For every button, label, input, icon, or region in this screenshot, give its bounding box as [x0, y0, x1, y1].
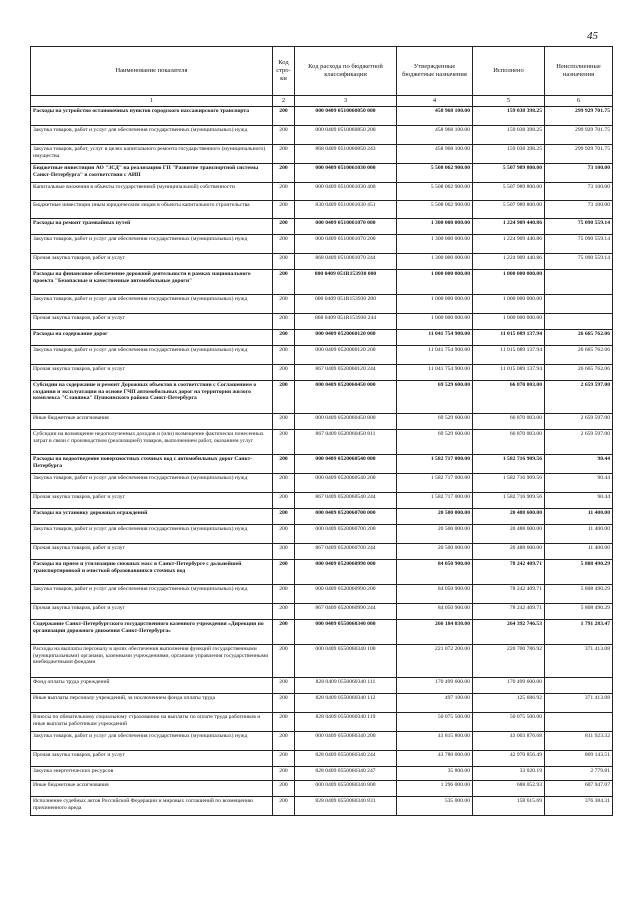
page-number: 45 — [587, 30, 598, 42]
indicator-name-cell: Закупка энергетических ресурсов — [31, 767, 273, 781]
table-row — [31, 219, 613, 235]
table-row — [31, 455, 613, 474]
line-code-cell: 200 — [273, 164, 295, 183]
indicator-name-cell: Закупка товаров, работ, услуг в целях капитального ремонта государственного (муниципального) имущества — [31, 145, 273, 164]
budget-code-cell: 000 0409 051R153930 000 — [295, 270, 397, 295]
column-number: 1 — [31, 96, 273, 107]
indicator-name-cell: Расходы на содержание дорог — [31, 330, 273, 346]
executed-cell: 1 000 000 000.00 — [473, 314, 545, 330]
table-row — [31, 107, 613, 126]
header-executed: Исполнено — [473, 47, 545, 96]
approved-cell: 458 968 100.00 — [397, 145, 473, 164]
remaining-cell: 299 929 701.75 — [545, 145, 613, 164]
header-approved: Утвержденные бюджетные назначения — [397, 47, 473, 96]
executed-cell: 170 499 600.00 — [473, 678, 545, 694]
indicator-name-cell: Расходы на финансовое обеспечение дорожной деятельности в рамках национального проекта "Безопасные и качественные автомобильные дороги" — [31, 270, 273, 295]
indicator-name-cell: Субсидии на содержание и ремонт Дорожных объектов в соответствии с Соглашением о создании и эксплуатации на основе ГЧП автомобильных дорог на территории жилого комплекса "Славянка" Пушкинского района Санкт-Петербурга — [31, 381, 273, 414]
remaining-cell: 73 100.00 — [545, 183, 613, 201]
budget-execution-table — [30, 46, 613, 816]
executed-cell: 1 224 909 440.86 — [473, 254, 545, 270]
budget-code-cell: 000 0409 051R153930 200 — [295, 295, 397, 314]
indicator-name-cell: Расходы на водоотведение поверхностных сточных вод с автомобильных дорог Санкт-Петербурга — [31, 455, 273, 474]
indicator-name-cell: Закупка товаров, работ и услуг для обеспечения государственных (муниципальных) нужд — [31, 346, 273, 365]
approved-cell: 535 000.00 — [397, 797, 473, 816]
indicator-name-cell: Расходы на ремонт трамвайных путей — [31, 219, 273, 235]
table-row — [31, 235, 613, 254]
approved-cell: 84 050 900.00 — [397, 604, 473, 620]
table-row — [31, 381, 613, 414]
line-code-cell: 200 — [273, 525, 295, 544]
line-code-cell: 200 — [273, 126, 295, 145]
indicator-name-cell: Иные бюджетные ассигнования — [31, 414, 273, 430]
approved-cell: 84 050 900.00 — [397, 560, 473, 585]
approved-cell: 35 800.00 — [397, 767, 473, 781]
remaining-cell: 26 665 762.06 — [545, 330, 613, 346]
approved-cell: 1 000 000 000.00 — [397, 270, 473, 295]
line-code-cell: 200 — [273, 219, 295, 235]
indicator-name-cell: Прочая закупка товаров, работ и услуг — [31, 365, 273, 381]
executed-cell: 20 488 600.00 — [473, 544, 545, 560]
indicator-name-cell: Субсидии на возмещение недополученных доходов и (или) возмещение фактически понесенных затрат в связи с производством (реализацией) товаров, выполнением работ, оказанием услуг — [31, 430, 273, 455]
table-row — [31, 620, 613, 645]
indicator-name-cell: Закупка товаров, работ и услуг для обеспечения государственных (муниципальных) нужд — [31, 732, 273, 751]
remaining-cell: 811 923.32 — [545, 732, 613, 751]
table-row — [31, 145, 613, 164]
approved-cell: 20 500 000.00 — [397, 544, 473, 560]
table-header-row — [31, 47, 613, 96]
approved-cell: 69 529 600.00 — [397, 430, 473, 455]
indicator-name-cell: Закупка товаров, работ и услуг для обеспечения государственных (муниципальных) нужд — [31, 585, 273, 604]
line-code-cell: 200 — [273, 645, 295, 678]
approved-cell: 1 300 000 000.00 — [397, 219, 473, 235]
line-code-cell: 200 — [273, 474, 295, 493]
table-row — [31, 694, 613, 713]
approved-cell: 84 050 900.00 — [397, 585, 473, 604]
budget-code-cell: 000 0409 0520060540 000 — [295, 455, 397, 474]
budget-code-cell: 830 0409 0510061030 451 — [295, 201, 397, 219]
executed-cell: 1 224 909 440.86 — [473, 235, 545, 254]
remaining-cell: 5 808 490.29 — [545, 604, 613, 620]
remaining-cell — [545, 295, 613, 314]
budget-code-cell: 868 0409 0510060850 243 — [295, 145, 397, 164]
indicator-name-cell: Закупка товаров, работ и услуг для обеспечения государственных (муниципальных) нужд — [31, 126, 273, 145]
remaining-cell — [545, 314, 613, 330]
table-row — [31, 678, 613, 694]
remaining-cell: 11 400.00 — [545, 509, 613, 525]
header-indicator-name: Наименование показателя — [31, 47, 273, 96]
budget-code-cell: 000 0409 0550060340 000 — [295, 620, 397, 645]
remaining-cell: 11 400.00 — [545, 525, 613, 544]
budget-code-cell: 000 0409 0520060990 200 — [295, 585, 397, 604]
budget-code-cell: 828 0409 0550060340 112 — [295, 694, 397, 713]
line-code-cell: 200 — [273, 270, 295, 295]
table-row — [31, 430, 613, 455]
budget-code-cell: 000 0409 0550060340 200 — [295, 732, 397, 751]
table-row — [31, 560, 613, 585]
approved-cell: 1 300 000 000.00 — [397, 254, 473, 270]
budget-code-cell: 000 0409 0520060700 000 — [295, 509, 397, 525]
approved-cell: 1 582 717 000.00 — [397, 493, 473, 509]
remaining-cell: 75 090 559.14 — [545, 219, 613, 235]
executed-cell: 158 615.69 — [473, 797, 545, 816]
indicator-name-cell: Прочая закупка товаров, работ и услуг — [31, 493, 273, 509]
approved-cell: 458 968 100.00 — [397, 126, 473, 145]
executed-cell: 264 392 746.53 — [473, 620, 545, 645]
remaining-cell: 2 779.81 — [545, 767, 613, 781]
indicator-name-cell: Закупка товаров, работ и услуг для обеспечения государственных (муниципальных) нужд — [31, 235, 273, 254]
table-row — [31, 751, 613, 767]
approved-cell: 170 499 600.00 — [397, 678, 473, 694]
line-code-cell: 200 — [273, 414, 295, 430]
remaining-cell: 26 665 762.06 — [545, 346, 613, 365]
budget-code-cell: 000 0409 0520060540 200 — [295, 474, 397, 493]
table-body — [31, 107, 613, 816]
remaining-cell: 73 100.00 — [545, 164, 613, 183]
indicator-name-cell: Бюджетные инвестиции иным юридическим лицам в объекты капитального строительства — [31, 201, 273, 219]
table-row — [31, 732, 613, 751]
budget-code-cell: 000 0409 0550060340 100 — [295, 645, 397, 678]
remaining-cell: 26 665 762.06 — [545, 365, 613, 381]
table-row — [31, 126, 613, 145]
executed-cell: 33 020.19 — [473, 767, 545, 781]
budget-code-cell: 000 0409 0520060450 800 — [295, 414, 397, 430]
budget-code-cell: 000 0409 0520060990 000 — [295, 560, 397, 585]
line-code-cell: 200 — [273, 751, 295, 767]
remaining-cell: 2 659 597.00 — [545, 414, 613, 430]
indicator-name-cell: Прочая закупка товаров, работ и услуг — [31, 254, 273, 270]
approved-cell: 1 582 717 000.00 — [397, 474, 473, 493]
line-code-cell: 200 — [273, 781, 295, 797]
line-code-cell: 200 — [273, 107, 295, 126]
executed-cell: 688 052.93 — [473, 781, 545, 797]
table-row — [31, 781, 613, 797]
budget-code-cell: 000 0409 0520060120 000 — [295, 330, 397, 346]
executed-cell: 220 700 786.92 — [473, 645, 545, 678]
table-row — [31, 585, 613, 604]
table-row — [31, 270, 613, 295]
approved-cell: 5 508 062 900.00 — [397, 201, 473, 219]
executed-cell: 66 870 003.00 — [473, 414, 545, 430]
budget-code-cell: 000 0409 0520060450 000 — [295, 381, 397, 414]
line-code-cell: 200 — [273, 713, 295, 732]
indicator-name-cell: Расходы на прием и утилизацию снежных масс в Санкт-Петербурге с дальнейшей транспортировкой и очисткой образовавшихся сточных вод — [31, 560, 273, 585]
header-remaining: Неисполненные назначения — [545, 47, 613, 96]
line-code-cell: 200 — [273, 585, 295, 604]
approved-cell: 1 000 000 000.00 — [397, 314, 473, 330]
indicator-name-cell: Расходы на выплаты персоналу в целях обеспечения выполнения функций государственными (муниципальными) органами, казенными учреждениями, органами управления государственными внебюджетными фондами — [31, 645, 273, 678]
line-code-cell: 200 — [273, 201, 295, 219]
remaining-cell: 376 384.31 — [545, 797, 613, 816]
remaining-cell: 73 100.00 — [545, 201, 613, 219]
budget-code-cell: 000 0409 0520060700 200 — [295, 525, 397, 544]
remaining-cell: 2 659 597.00 — [545, 381, 613, 414]
budget-code-cell: 000 0409 0510061070 000 — [295, 219, 397, 235]
remaining-cell — [545, 678, 613, 694]
executed-cell: 78 242 409.71 — [473, 560, 545, 585]
line-code-cell: 200 — [273, 493, 295, 509]
table-row — [31, 346, 613, 365]
approved-cell: 69 529 600.00 — [397, 381, 473, 414]
executed-cell: 66 870 003.00 — [473, 430, 545, 455]
budget-code-cell: 867 0409 0520060450 811 — [295, 430, 397, 455]
table-row — [31, 314, 613, 330]
table-row — [31, 365, 613, 381]
budget-code-cell: 828 0409 0550060340 831 — [295, 797, 397, 816]
indicator-name-cell: Закупка товаров, работ и услуг для обеспечения государственных (муниципальных) нужд — [31, 525, 273, 544]
remaining-cell: 90.44 — [545, 493, 613, 509]
indicator-name-cell: Прочая закупка товаров, работ и услуг — [31, 544, 273, 560]
budget-code-cell: 000 0409 0510061030 000 — [295, 164, 397, 183]
table-row — [31, 767, 613, 781]
approved-cell: 69 529 600.00 — [397, 414, 473, 430]
approved-cell: 11 041 754 900.00 — [397, 365, 473, 381]
indicator-name-cell: Капитальные вложения в объекты государственной (муниципальной) собственности — [31, 183, 273, 201]
executed-cell: 1 000 000 000.00 — [473, 270, 545, 295]
executed-cell: 159 038 398.25 — [473, 126, 545, 145]
budget-code-cell: 000 0409 0550060340 800 — [295, 781, 397, 797]
line-code-cell: 200 — [273, 560, 295, 585]
executed-cell: 5 507 989 800.00 — [473, 164, 545, 183]
remaining-cell: 5 808 490.29 — [545, 560, 613, 585]
line-code-cell: 200 — [273, 620, 295, 645]
table-row — [31, 525, 613, 544]
executed-cell: 1 582 716 909.56 — [473, 455, 545, 474]
approved-cell: 43 780 000.00 — [397, 751, 473, 767]
executed-cell: 11 015 089 137.94 — [473, 365, 545, 381]
table-row — [31, 474, 613, 493]
remaining-cell: 371 413.08 — [545, 694, 613, 713]
line-code-cell: 200 — [273, 145, 295, 164]
line-code-cell: 200 — [273, 732, 295, 751]
budget-code-cell: 867 0409 0520060120 244 — [295, 365, 397, 381]
remaining-cell: 90.44 — [545, 455, 613, 474]
approved-cell: 1 000 000 000.00 — [397, 295, 473, 314]
remaining-cell: 1 791 283.47 — [545, 620, 613, 645]
indicator-name-cell: Исполнение судебных актов Российской Федерации и мировых соглашений по возмещению причиненного вреда — [31, 797, 273, 816]
budget-code-cell: 000 0409 0520060120 200 — [295, 346, 397, 365]
approved-cell: 50 075 500.00 — [397, 713, 473, 732]
executed-cell: 159 038 398.25 — [473, 145, 545, 164]
executed-cell: 5 507 989 800.00 — [473, 183, 545, 201]
budget-code-cell: 828 0409 0550060340 244 — [295, 751, 397, 767]
budget-code-cell: 000 0409 0510060850 000 — [295, 107, 397, 126]
column-number: 6 — [545, 96, 613, 107]
table-row — [31, 544, 613, 560]
executed-cell: 66 870 003.00 — [473, 381, 545, 414]
executed-cell: 125 686.92 — [473, 694, 545, 713]
table-row — [31, 295, 613, 314]
executed-cell: 50 075 500.00 — [473, 713, 545, 732]
approved-cell: 11 041 754 900.00 — [397, 330, 473, 346]
line-code-cell: 200 — [273, 544, 295, 560]
executed-cell: 78 242 409.71 — [473, 604, 545, 620]
indicator-name-cell: Прочая закупка товаров, работ и услуг — [31, 751, 273, 767]
column-number: 2 — [273, 96, 295, 107]
approved-cell: 1 582 717 000.00 — [397, 455, 473, 474]
remaining-cell: 371 413.08 — [545, 645, 613, 678]
budget-code-cell: 000 0409 0510061030 400 — [295, 183, 397, 201]
table-row — [31, 414, 613, 430]
approved-cell: 20 500 000.00 — [397, 525, 473, 544]
executed-cell: 20 488 600.00 — [473, 509, 545, 525]
budget-code-cell: 828 0409 0550060340 111 — [295, 678, 397, 694]
indicator-name-cell: Закупка товаров, работ и услуг для обеспечения государственных (муниципальных) нужд — [31, 474, 273, 493]
approved-cell: 497 100.00 — [397, 694, 473, 713]
remaining-cell: 299 929 701.75 — [545, 126, 613, 145]
budget-code-cell: 867 0409 0520060700 244 — [295, 544, 397, 560]
line-code-cell: 200 — [273, 509, 295, 525]
indicator-name-cell: Расходы на установку дорожных ограждений — [31, 509, 273, 525]
budget-code-cell: 828 0409 0550060340 119 — [295, 713, 397, 732]
table-row — [31, 254, 613, 270]
remaining-cell: 75 090 559.14 — [545, 254, 613, 270]
approved-cell: 43 815 800.00 — [397, 732, 473, 751]
table-row — [31, 330, 613, 346]
indicator-name-cell: Иные бюджетные ассигнования — [31, 781, 273, 797]
table-row — [31, 201, 613, 219]
executed-cell: 11 015 089 137.94 — [473, 346, 545, 365]
table-row — [31, 509, 613, 525]
budget-code-cell: 000 0409 0510061070 200 — [295, 235, 397, 254]
line-code-cell: 200 — [273, 365, 295, 381]
remaining-cell: 11 400.00 — [545, 544, 613, 560]
remaining-cell: 90.44 — [545, 474, 613, 493]
table-row — [31, 604, 613, 620]
budget-code-cell: 868 0409 051R153930 244 — [295, 314, 397, 330]
executed-cell: 159 038 398.25 — [473, 107, 545, 126]
indicator-name-cell: Содержание Санкт-Петербургского государственного казенного учреждения «Дирекция по организации дорожного движения Санкт-Петербурга» — [31, 620, 273, 645]
indicator-name-cell: Прочая закупка товаров, работ и услуг — [31, 604, 273, 620]
approved-cell: 1 296 000.00 — [397, 781, 473, 797]
table-row — [31, 713, 613, 732]
remaining-cell: 2 659 597.00 — [545, 430, 613, 455]
table-row — [31, 645, 613, 678]
column-number: 5 — [473, 96, 545, 107]
line-code-cell: 200 — [273, 235, 295, 254]
line-code-cell: 200 — [273, 330, 295, 346]
line-code-cell: 200 — [273, 797, 295, 816]
table-row — [31, 493, 613, 509]
budget-code-cell: 867 0409 0520060540 244 — [295, 493, 397, 509]
indicator-name-cell: Прочая закупка товаров, работ и услуг — [31, 314, 273, 330]
executed-cell: 5 507 989 800.00 — [473, 201, 545, 219]
approved-cell: 11 041 754 900.00 — [397, 346, 473, 365]
approved-cell: 1 300 000 000.00 — [397, 235, 473, 254]
executed-cell: 1 224 909 440.86 — [473, 219, 545, 235]
indicator-name-cell: Иные выплаты персоналу учреждений, за исключением фонда оплаты труда — [31, 694, 273, 713]
executed-cell: 1 582 716 909.56 — [473, 474, 545, 493]
remaining-cell: 5 808 490.29 — [545, 585, 613, 604]
line-code-cell: 200 — [273, 678, 295, 694]
line-code-cell: 200 — [273, 767, 295, 781]
budget-code-cell: 828 0409 0550060340 247 — [295, 767, 397, 781]
approved-cell: 5 508 062 900.00 — [397, 183, 473, 201]
approved-cell: 5 508 062 900.00 — [397, 164, 473, 183]
table-row — [31, 797, 613, 816]
indicator-name-cell: Расходы на устройство остановочных пунктов городского пассажирского транспорта — [31, 107, 273, 126]
line-code-cell: 200 — [273, 604, 295, 620]
line-code-cell: 200 — [273, 430, 295, 455]
remaining-cell — [545, 713, 613, 732]
executed-cell: 43 003 876.68 — [473, 732, 545, 751]
remaining-cell: 299 929 701.75 — [545, 107, 613, 126]
remaining-cell: 809 143.51 — [545, 751, 613, 767]
executed-cell: 78 242 409.71 — [473, 585, 545, 604]
line-code-cell: 200 — [273, 295, 295, 314]
remaining-cell — [545, 270, 613, 295]
line-code-cell: 200 — [273, 314, 295, 330]
remaining-cell: 75 090 559.14 — [545, 235, 613, 254]
budget-code-cell: 000 0409 0510060850 200 — [295, 126, 397, 145]
line-code-cell: 200 — [273, 381, 295, 414]
executed-cell: 42 970 856.49 — [473, 751, 545, 767]
line-code-cell: 200 — [273, 254, 295, 270]
approved-cell: 221 072 200.00 — [397, 645, 473, 678]
budget-code-cell: 868 0409 0510061070 244 — [295, 254, 397, 270]
table-row — [31, 164, 613, 183]
column-number: 3 — [295, 96, 397, 107]
executed-cell: 1 000 000 000.00 — [473, 295, 545, 314]
approved-cell: 458 968 100.00 — [397, 107, 473, 126]
header-budget-code: Код расхода по бюджетной классификации — [295, 47, 397, 96]
line-code-cell: 200 — [273, 455, 295, 474]
column-number: 4 — [397, 96, 473, 107]
budget-code-cell: 867 0409 0520060990 244 — [295, 604, 397, 620]
remaining-cell: 607 947.07 — [545, 781, 613, 797]
indicator-name-cell: Взносы по обязательному социальному страхованию на выплаты по оплате труда работников и иные выплаты работникам учреждений — [31, 713, 273, 732]
table-row — [31, 183, 613, 201]
approved-cell: 266 184 030.00 — [397, 620, 473, 645]
approved-cell: 20 500 000.00 — [397, 509, 473, 525]
line-code-cell: 200 — [273, 694, 295, 713]
executed-cell: 1 582 716 909.56 — [473, 493, 545, 509]
executed-cell: 11 015 089 137.94 — [473, 330, 545, 346]
indicator-name-cell: Бюджетные инвестиции АО "ЗСД" на реализацию ГП "Развитие транспортной системы Санкт-Петербурга" в соответствии с АИП — [31, 164, 273, 183]
header-line-code: Код стро-ки — [273, 47, 295, 96]
indicator-name-cell: Закупка товаров, работ и услуг для обеспечения государственных (муниципальных) нужд — [31, 295, 273, 314]
executed-cell: 20 488 600.00 — [473, 525, 545, 544]
indicator-name-cell: Фонд оплаты труда учреждений — [31, 678, 273, 694]
line-code-cell: 200 — [273, 346, 295, 365]
column-number-row — [31, 96, 613, 107]
line-code-cell: 200 — [273, 183, 295, 201]
